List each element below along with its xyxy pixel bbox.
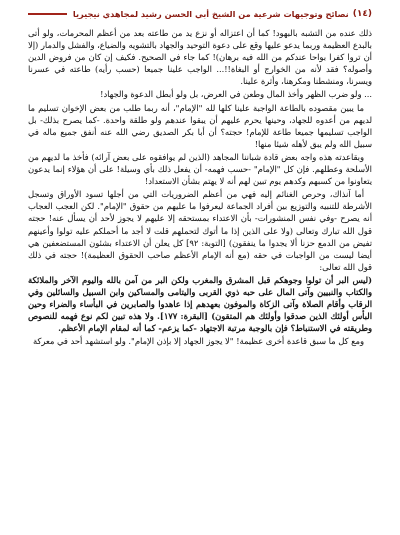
header-rule — [28, 13, 67, 15]
page-header — [28, 6, 372, 22]
paragraph: ومع كل ما سبق قاعدة أخرى عظيمة! "لا يجوز الجهاد إلا بإذن الإمام". ولو استشهد أحد في معركة — [32, 336, 364, 347]
paragraph: ذلك عنده من التشبه بالبهود! كما أن اعتزاله أو نزع يد من طاعته بعد من أعظم المحرمات، ولو أتى بالبدع العظيمة وربما يدعو عليها وقع على دعوة التوحيد والجهاد بالتشويه والضياع، والفشل والدمار (إلا أن تروا كفرا بواحا عندكم من الله فيه برهان)! كما جاء في الصحيح. فكيف إن كان من فروض الدين وأصوله؟ فقد لأنه من الخوارج أو البغاة!!... الواجب علينا جميعا (حسب رأيه) طاعته في عسرنا ويسرنا، ومنشطنا ومكرهنا، وأثرة علينا. — [28, 28, 372, 87]
page-number: (١٤) — [352, 9, 372, 19]
document-body — [28, 27, 372, 529]
quran-verse-paragraph: (ليس البر أن تولوا وجوهكم قبل المشرق والمغرب ولكن البر من آمن بالله واليوم الآخر والملائكة والكتاب والنبيين وآتى المال على حبه ذوي القربى واليتامى والمساكين وابن السبيل والسائلين وفي الرقاب وأقام الصلاة وآتى الزكاة والموفون بعهدهم إذا عاهدوا والصابرين في البأساء والضراء وحين البأس أولئك الذين صدقوا وأولئك هم المتقون) [البقرة: ١٧٧]. ولا هذه تبين لكم نوع فهمه للنصوص وطريقته في الاستنباط؟ فإن بالوجبة مرتبة الاجتهاد -كما يزعم- كما أنه لمقام الإمام الأعظم. — [28, 274, 372, 334]
paragraph: ما يبين مقصوده بالطاعة الواجبة علينا كلها لله "الإمام"، أنه ربما طلب من بعض الإخوان تسليم ما لديهم من أعدوه للجهاد، وحينها يحرم عليهم أن يبقوا عندهم ولو طلقة واحدة. -كما يصرح بذلك- بل الواجب تسليمها جميعا طاعة للإمام! حجته؟ أن أبا بكر الصديق رضي الله عنه أنفق جميع ماله في سبيل الله ولم يبق لأهله شيئا منها! — [28, 102, 372, 149]
paragraph: وبقاعدته هذه واجه بعض قادة شباننا المجاهد (الذين لم يوافقوه على بعض آرائه) فأخذ ما لديهم من الأسلحة وعطلهم. فإن كل "الإمام" -حسب فهمه- أن يفعل ذلك بأي وسيلة! على أن هؤلاء إنما يدعون يتعاونوا من كسبهم وكدهم يوم تبين لهم أنه لا يهتم بشأن الاستعداد! — [28, 152, 372, 187]
running-title: نصائح وتوجيهات شرعية من الشيخ أبي الحسن رشيد لمجاهدي نيجيريا — [72, 9, 349, 19]
paragraph: ... ولو ضرب الظهر وأخذ المال وطعن في العرض، بل ولو أبطل الدعوة والجهاد! — [100, 89, 372, 100]
paragraph: أما آنذاك، وحرص الغنائم إليه فهي من أعظم الضروريات التي من أجلها تسود الأوراق وتسجل الأشرطة للتنبيه والتوزيع بين أفراد الجماعة ليعرفوا ما عليهم من حقوق "الإمام". لكن العجب العجاب أنه يصرح -وفي نفس المنشورات- بأن الاعتداء بمستحقه إلا عليهم لا يجوز لأحد أن يسأل عنه! حجته قول الله تبارك وتعالى (ولا على الذين إذا ما أتوك لتحملهم قلت لا أجد ما أحملكم عليه تولوا وأعينهم تفيض من الدمع حزنا ألا يجدوا ما ينفقون) [التوبة: ٩٢] كل يعلن أن الاعتداء بشئون المستضعفين هي أيضا ليست من الواجبات في حقه (مع أنه الإمام الأعظم صاحب الحقوق العظيمة)! حجته في ذلك قول الله تعالى: — [28, 189, 372, 272]
